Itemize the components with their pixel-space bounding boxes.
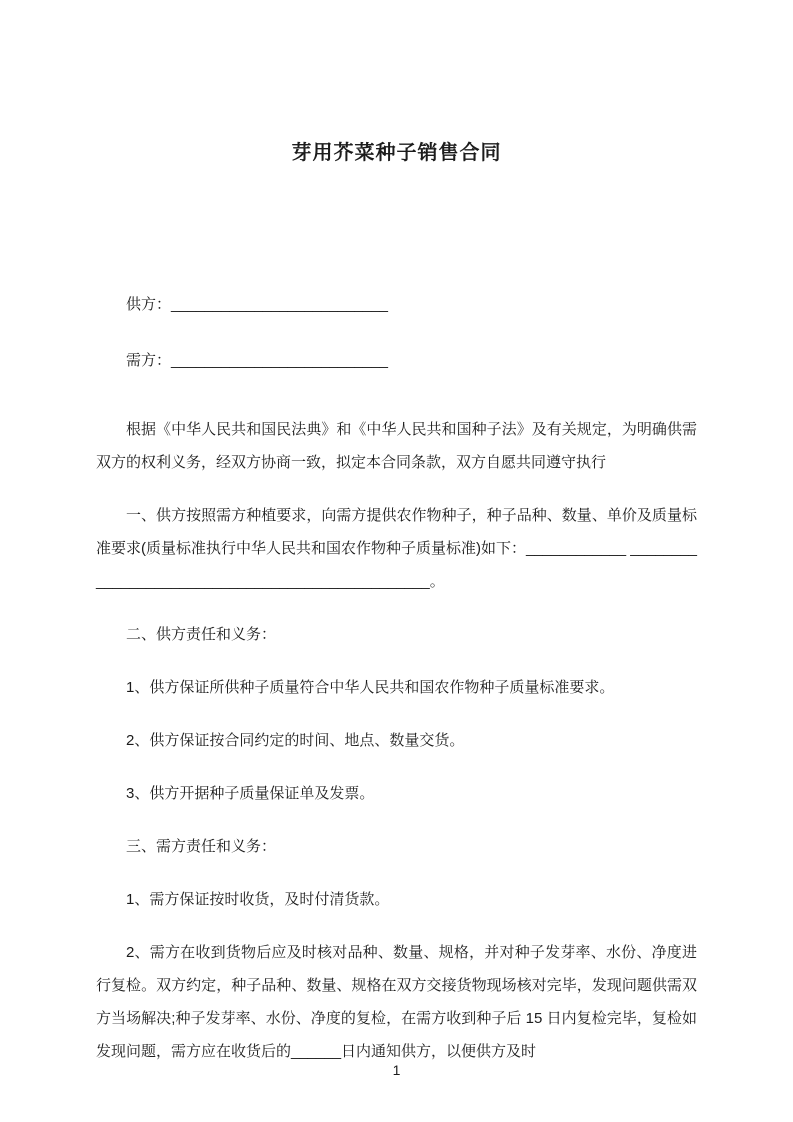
document-title: 芽用芥菜种子销售合同 [291,142,502,164]
section-two-item-2: 2、供方保证按合同约定的时间、地点、数量交货。 [126,732,465,749]
section-two-item-3: 3、供方开据种子质量保证单及发票。 [126,785,375,802]
section-two-item-1: 1、供方保证所供种子质量符合中华人民共和国农作物种子质量标准要求。 [126,679,615,696]
buyer-line [96,344,697,377]
supplier-blank-field: __________________________ [171,296,388,313]
paragraph-intro: 根据《中华人民共和国民法典》和《中华人民共和国种子法》及有关规定，为明确供需双方的权利义务，经双方协商一致，拟定本合同条款，双方自愿共同遵守执行 [96,421,697,471]
buyer-blank-field: __________________________ [171,352,388,369]
section-three-item-2: 2、需方在收到货物后应及时核对品种、数量、规格，并对种子发芽率、水份、净度进行复检。双方约定，种子品种、数量、规格在双方交接货物现场核对完毕，发现问题供需双方当场解决;种子发芽率、水份、净度的复检，在需方收到种子后 15 日内复检完毕，复检如发现问题，需方应在收货后的______日内通知供方，以便供方及时 [96,944,697,1060]
section-three-heading: 三、需方责任和义务： [126,838,277,855]
buyer-label: 需方： [126,352,172,369]
supplier-line [96,288,697,321]
paragraph-clause-one: 一、供方按照需方种植要求，向需方提供农作物种子，种子品种、数量、单价及质量标准要求(质量标准执行中华人民共和国农作物种子质量标准)如下：____________ ________________________________________________。 [96,507,698,590]
supplier-label: 供方： [126,296,172,313]
section-two-heading: 二、供方责任和义务： [126,626,277,643]
page-number: 1 [392,1062,401,1078]
section-three-item-1: 1、需方保证按时收货，及时付清货款。 [126,891,390,908]
